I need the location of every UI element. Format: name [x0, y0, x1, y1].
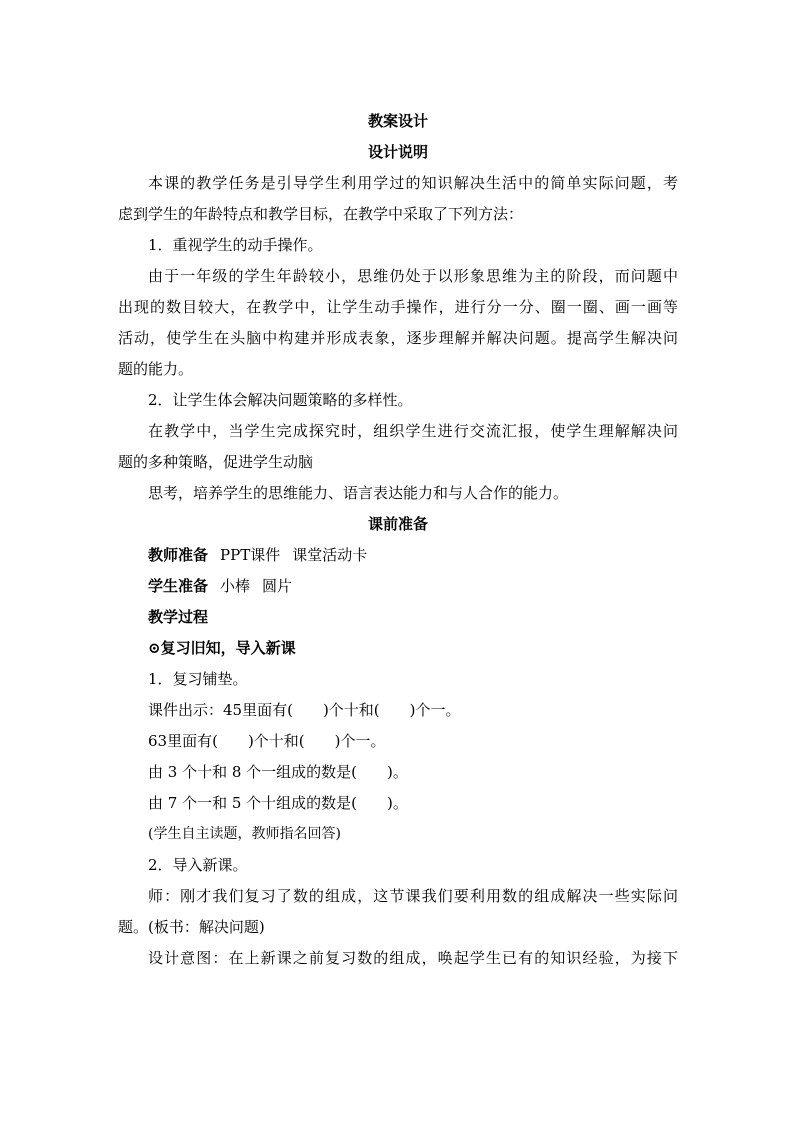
student-prep-item: 圆片 [262, 577, 293, 595]
review-line: 课件出示：45里面有( )个十和( )个一。 [148, 701, 461, 719]
paragraph-line: 由于一年级的学生年龄较小，思维仍处于以形象思维为主的阶段，而问题中 [148, 267, 678, 285]
section-heading-preparation: 课前准备 [367, 515, 428, 533]
point-heading: 1．重视学生的动手操作。 [148, 236, 323, 254]
paragraph-line: 题的能力。 [118, 360, 194, 378]
review-line: 63里面有( )个十和( )个一。 [148, 732, 386, 750]
sub-heading: 2．导入新课。 [148, 856, 248, 874]
design-intent-line: 设计意图：在上新课之前复习数的组成，唤起学生已有的知识经验，为接下 [148, 949, 678, 967]
paragraph-line: 思考，培养学生的思维能力、语言表达能力和与人合作的能力。 [148, 484, 569, 502]
paragraph-line: 在教学中，当学生完成探究时，组织学生进行交流汇报，使学生理解解决问 [148, 422, 678, 440]
teacher-prep-label: 教师准备 [148, 546, 209, 564]
student-prep-item: 小棒 [220, 577, 251, 595]
paragraph-line: 活动，使学生在头脑中构建并形成表象，逐步理解并解决问题。提高学生解决问 [118, 329, 678, 347]
paragraph-line: 本课的教学任务是引导学生利用学过的知识解决生活中的简单实际问题，考 [148, 174, 678, 192]
section-heading-design-notes: 设计说明 [367, 143, 428, 161]
sub-heading: 1．复习铺垫。 [148, 670, 248, 688]
review-note: (学生自主读题，教师指名回答) [148, 826, 341, 842]
process-heading: 教学过程 [148, 608, 209, 626]
paragraph-line: 题。(板书：解决问题) [118, 918, 265, 936]
student-prep-row [118, 571, 678, 602]
review-line: 由 7 个一和 5 个十组成的数是( )。 [148, 794, 408, 812]
review-line: 由 3 个十和 8 个一组成的数是( )。 [148, 763, 408, 781]
paragraph-line: 题的多种策略，促进学生动脑 [118, 453, 314, 471]
document-title: 教案设计 [367, 112, 428, 130]
teacher-prep-item: PPT课件 [220, 546, 281, 564]
student-prep-label: 学生准备 [148, 577, 209, 595]
point-heading: 2．让学生体会解决问题策略的多样性。 [148, 391, 413, 409]
step1-heading: ⊙复习旧知，导入新课 [148, 639, 296, 657]
paragraph-line: 出现的数目较大，在教学中，让学生动手操作，进行分一分、圈一圈、画一画等 [118, 298, 678, 316]
lesson-plan-page [118, 106, 678, 974]
teacher-prep-item: 课堂活动卡 [292, 546, 368, 564]
paragraph-line: 师：刚才我们复习了数的组成，这节课我们要利用数的组成解决一些实际问 [148, 887, 678, 905]
paragraph-line: 虑到学生的年龄特点和教学目标，在教学中采取了下列方法： [118, 205, 524, 223]
teacher-prep-row [118, 540, 678, 571]
